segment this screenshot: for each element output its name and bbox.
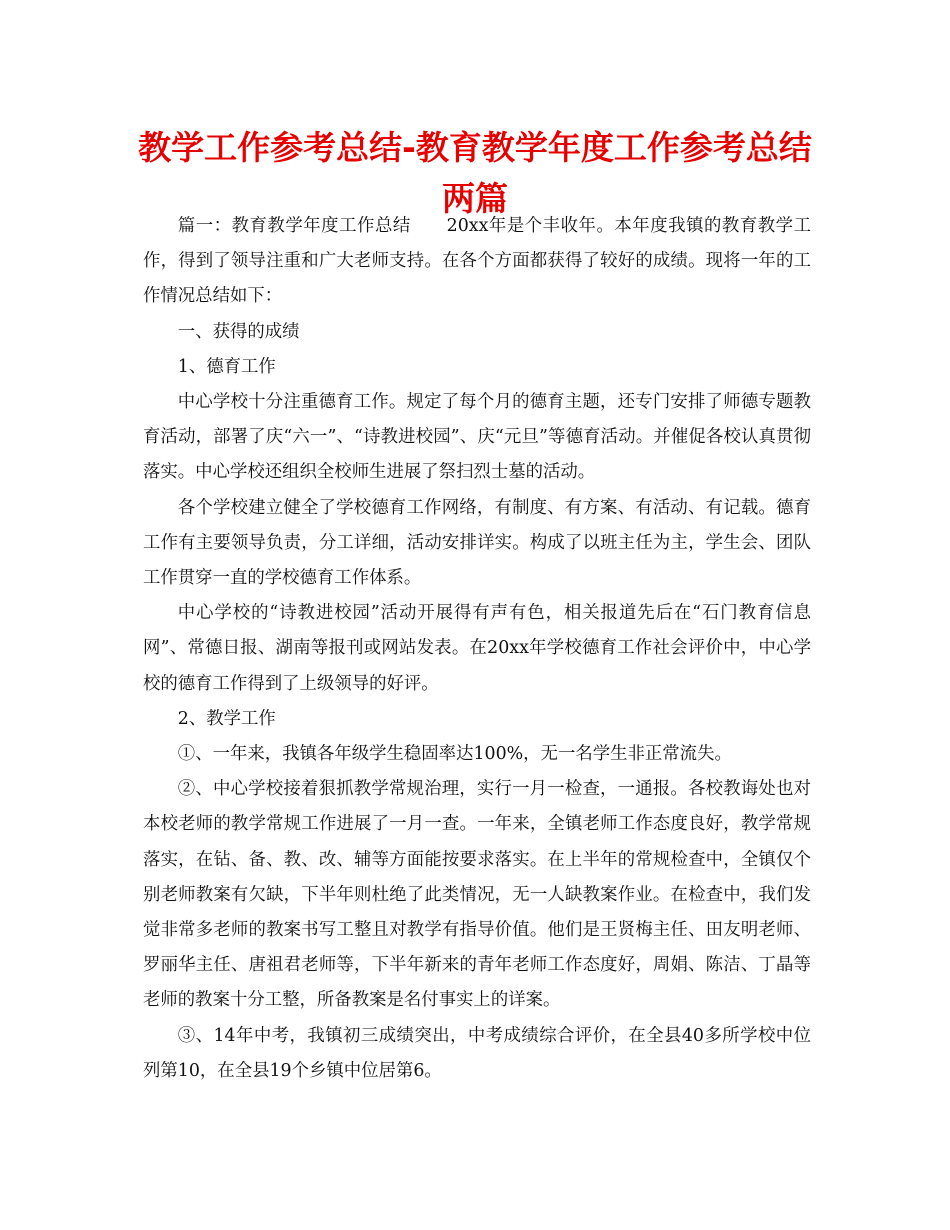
paragraph-moral-education-3: 中心学校的“诗教进校园”活动开展得有声有色，相关报道先后在“石门教育信息网”、常德日报、湖南等报刊或网站发表。在20xx年学校德育工作社会评价中，中心学校的德育工作得到了上级领导的好评。 [143, 603, 811, 694]
paragraph-intro: 篇一：教育教学年度工作总结 20xx年是个丰收年。本年度我镇的教育教学工作，得到了领导注重和广大老师支持。在各个方面都获得了较好的成绩。现将一年的工作情况总结如下： [143, 216, 811, 307]
document-body [143, 209, 811, 1089]
paragraph-teaching-2: ②、中心学校接着狠抓教学常规治理，实行一月一检查，一通报。各校教诲处也对本校老师的教学常规工作进展了一月一查。一年来，全镇老师工作态度良好，教学常规落实，在钻、备、教、改、辅等方面能按要求落实。在上半年的常规检查中，全镇仅个别老师教案有欠缺，下半年则杜绝了此类情况，无一人缺教案作业。在检查中，我们发觉非常多老师的教案书写工整且对教学有指导价值。他们是王贤梅主任、田友明老师、罗丽华主任、唐祖君老师等，下半年新来的青年老师工作态度好，周娟、陈洁、丁晶等老师的教案十分工整，所备教案是名付事实上的详案。 [143, 779, 811, 1011]
paragraph-moral-education-1: 中心学校十分注重德育工作。规定了每个月的德育主题，还专门安排了师德专题教育活动，部署了庆“六一”、“诗教进校园”、庆“元旦”等德育活动。并催促各校认真贯彻落实。中心学校还组织全校师生进展了祭扫烈士墓的活动。 [143, 392, 811, 483]
paragraph-moral-education-2: 各个学校建立健全了学校德育工作网络，有制度、有方案、有活动、有记载。德育工作有主要领导负责，分工详细，活动安排详实。构成了以班主任为主，学生会、团队工作贯穿一直的学校德育工作体系。 [143, 497, 811, 589]
document-title: 教学工作参考总结-教育教学年度工作参考总结两篇 [138, 128, 812, 218]
subsection-heading-teaching: 2、教学工作 [177, 708, 276, 729]
subsection-heading-moral-education: 1、德育工作 [177, 356, 276, 377]
paragraph-teaching-1: ①、一年来，我镇各年级学生稳固率达100%，无一名学生非正常流失。 [177, 744, 732, 765]
section-heading-achievements: 一、获得的成绩 [177, 321, 300, 342]
paragraph-teaching-3: ③、14年中考，我镇初三成绩突出，中考成绩综合评价，在全县40多所学校中位列第10，在全县19个乡镇中位居第6。 [143, 1025, 811, 1081]
